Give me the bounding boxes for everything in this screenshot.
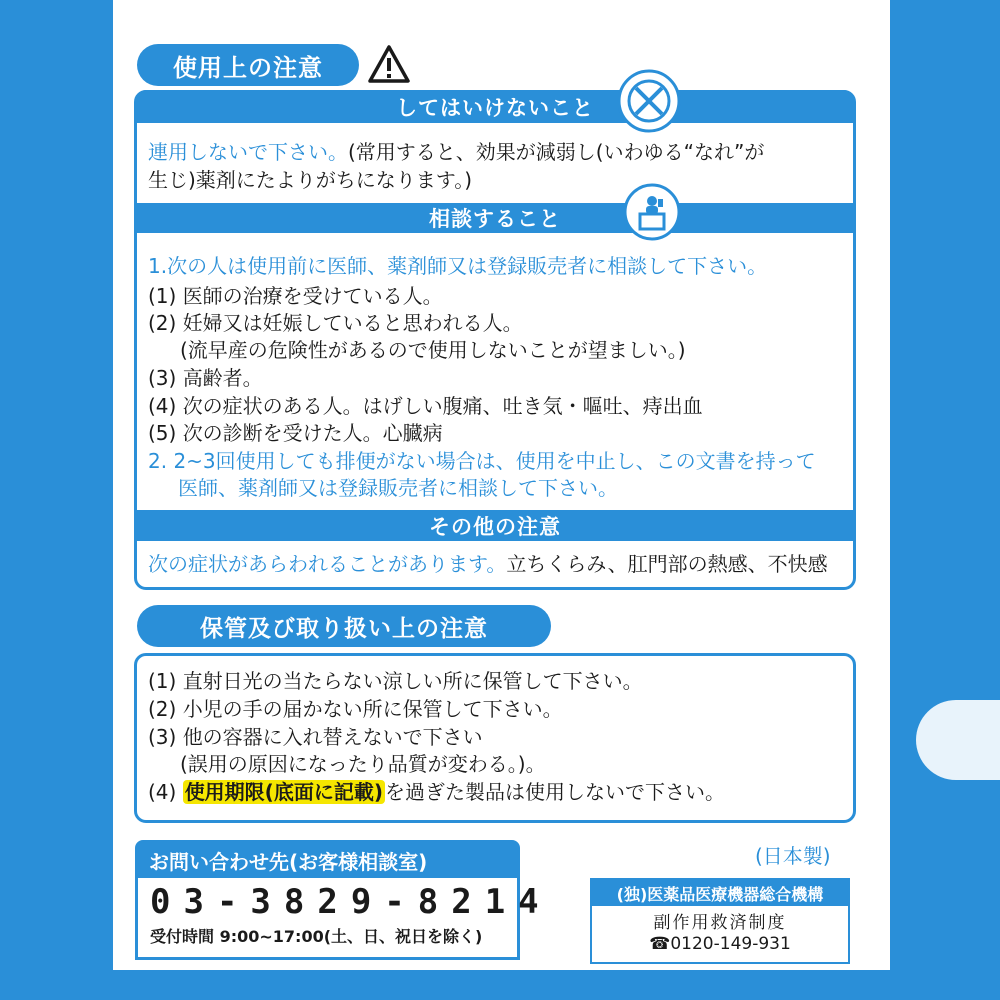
consult-sub-5: (5) 次の診断を受けた人。心臓病 <box>148 421 443 445</box>
storage-title: 保管及び取り扱い上の注意 <box>137 605 551 647</box>
consult-sub-2-note: (流早産の危険性があるので使用しないことが望ましい。) <box>180 338 686 362</box>
contact-phone: 03-3829-8214 <box>150 882 552 922</box>
relief-header: (独)医薬品医療機器総合機構 <box>590 878 850 908</box>
pharmacist-icon <box>623 183 681 241</box>
expiry-highlight: 使用期限(底面に記載) <box>184 780 383 804</box>
consult-sub-2: (2) 妊婦又は妊娠していると思われる人。 <box>148 311 523 335</box>
blue-frame-right <box>890 0 1000 1000</box>
dont-line-2: 生じ)薬剤にたよりがちになります。) <box>148 168 473 192</box>
other-line <box>148 550 828 578</box>
dont-line-1 <box>148 138 764 166</box>
frame-tab <box>916 700 1000 780</box>
dont-line-1-rest: (常用すると、効果が減弱し(いわゆる“なれ”が <box>348 140 765 164</box>
storage-item-4 <box>148 778 725 806</box>
other-header <box>137 510 853 541</box>
blue-frame-left <box>0 0 113 1000</box>
consult-item-1: 1.次の人は使用前に医師、薬剤師又は登録販売者に相談して下さい。 <box>148 254 768 278</box>
blue-frame-bottom <box>0 970 1000 1000</box>
storage-item-4-rest: を過ぎた製品は使用しないで下さい。 <box>384 780 725 804</box>
consult-header <box>137 203 853 233</box>
dont-header-label: してはいけないこと <box>396 95 594 120</box>
relief-name: 副作用救済制度 <box>653 913 787 933</box>
dont-emphasis: 連用しないで下さい。 <box>148 140 348 164</box>
consult-item-2-cont: 医師、薬剤師又は登録販売者に相談して下さい。 <box>178 476 618 500</box>
other-header-label: その他の注意 <box>429 514 561 539</box>
storage-item-2: (2) 小児の手の届かない所に保管して下さい。 <box>148 697 563 721</box>
consult-item-2: 2. 2~3回使用しても排便がない場合は、使用を中止し、この文書を持って <box>148 449 816 473</box>
no-entry-icon <box>616 68 682 134</box>
relief-phone: ☎0120-149-931 <box>649 934 791 954</box>
made-in: (日本製) <box>755 844 831 868</box>
consult-header-label: 相談すること <box>429 207 561 231</box>
consult-sub-1: (1) 医師の治療を受けている人。 <box>148 284 443 308</box>
consult-sub-3: (3) 高齢者。 <box>148 366 263 390</box>
contact-hours: 受付時間 9:00~17:00(土、日、祝日を除く) <box>150 927 483 946</box>
storage-item-3-note: (誤用の原因になったり品質が変わる。)。 <box>180 752 546 776</box>
other-emphasis: 次の症状があらわれることがあります。 <box>148 552 507 576</box>
precautions-title: 使用上の注意 <box>137 44 359 86</box>
storage-item-1: (1) 直射日光の当たらない涼しい所に保管して下さい。 <box>148 669 643 693</box>
contact-header: お問い合わせ先(お客様相談室) <box>135 840 520 880</box>
storage-item-3: (3) 他の容器に入れ替えないで下さい <box>148 725 483 749</box>
dont-header <box>137 90 853 123</box>
consult-sub-4: (4) 次の症状のある人。はげしい腹痛、吐き気・嘔吐、痔出血 <box>148 394 703 418</box>
warning-icon <box>367 44 411 84</box>
storage-item-4-prefix: (4) <box>148 780 183 804</box>
other-line-rest: 立ちくらみ、肛門部の熱感、不快感 <box>506 552 828 576</box>
